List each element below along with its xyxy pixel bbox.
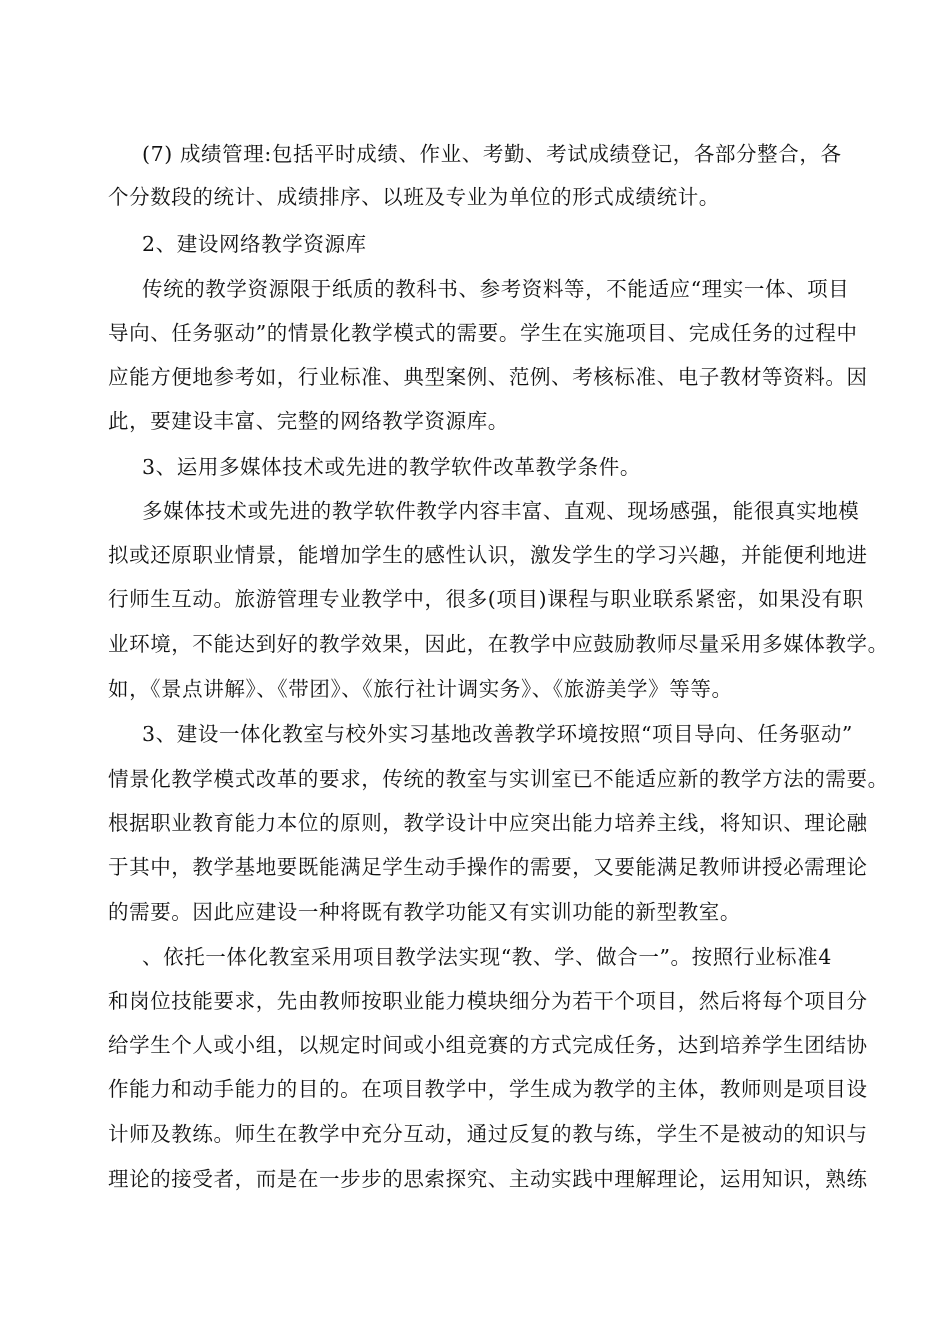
text-line: 应能方便地参考如，行业标准、典型案例、范例、考核标准、电子教材等资料。因: [108, 365, 868, 389]
text-line: 传统的教学资源限于纸质的教科书、参考资料等，不能适应“理实一体、项目: [142, 277, 850, 301]
text-line: 、依托一体化教室采用项目教学法实现“教、学、做合一”。按照行业标准4: [142, 945, 832, 969]
text-line: (7) 成绩管理:包括平时成绩、作业、考勤、考试成绩登记，各部分整合，各: [142, 142, 842, 166]
text-line: 根据职业教育能力本位的原则，教学设计中应突出能力培养主线，将知识、理论融: [108, 811, 868, 835]
text-line: 导向、任务驱动”的情景化教学模式的需要。学生在实施项目、完成任务的过程中: [108, 321, 858, 345]
text-line: 作能力和动手能力的目的。在项目教学中，学生成为教学的主体，教师则是项目设: [108, 1077, 868, 1101]
text-line: 3、建设一体化教室与校外实习基地改善教学环境按照“项目导向、任务驱动”: [142, 722, 854, 746]
text-line: 的需要。因此应建设一种将既有教学功能又有实训功能的新型教室。: [108, 900, 741, 924]
text-line: 此，要建设丰富、完整的网络教学资源库。: [108, 409, 509, 433]
text-line: 计师及教练。师生在教学中充分互动，通过反复的教与练，学生不是被动的知识与: [108, 1122, 868, 1146]
text-line: 业环境，不能达到好的教学效果，因此，在教学中应鼓励教师尽量采用多媒体教学。: [108, 632, 889, 656]
text-line: 给学生个人或小组，以规定时间或小组竞赛的方式完成任务，达到培养学生团结协: [108, 1033, 868, 1057]
text-line: 于其中，教学基地要既能满足学生动手操作的需要，又要能满足教师讲授必需理论: [108, 855, 868, 879]
text-line: 情景化教学模式改革的要求，传统的教室与实训室已不能适应新的教学方法的需要。: [108, 767, 889, 791]
text-line: 行师生互动。旅游管理专业教学中，很多(项目)课程与职业联系紧密，如果没有职: [108, 587, 864, 611]
text-line: 和岗位技能要求，先由教师按职业能力模块细分为若干个项目，然后将每个项目分: [108, 989, 868, 1013]
section-heading: 2、建设网络教学资源库: [142, 232, 367, 256]
text-line: 理论的接受者，而是在一步步的思索探究、主动实践中理解理论，运用知识，熟练: [108, 1167, 868, 1191]
text-line: 如，《景点讲解》、《带团》、《旅行社计调实务》、《旅游美学》等等。: [108, 677, 733, 701]
text-line: 多媒体技术或先进的教学软件教学内容丰富、直观、现场感强，能很真实地模: [142, 499, 860, 523]
text-line: 拟或还原职业情景，能增加学生的感性认识，激发学生的学习兴趣，并能便利地进: [108, 543, 868, 567]
text-line: 个分数段的统计、成绩排序、以班及专业为单位的形式成绩统计。: [108, 185, 720, 209]
section-heading: 3、运用多媒体技术或先进的教学软件改革教学条件。: [142, 455, 641, 479]
